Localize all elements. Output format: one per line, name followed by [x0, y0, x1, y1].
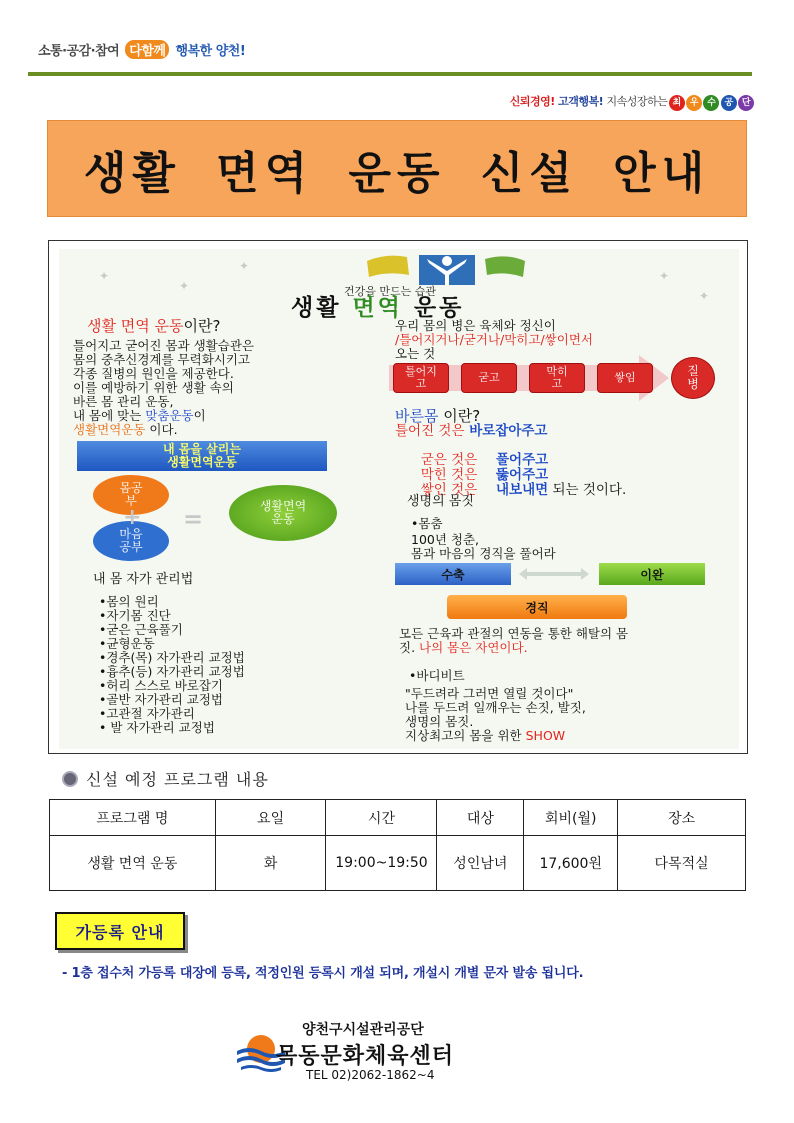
table-cell: 19:00~19:50	[326, 836, 437, 891]
bareunmom-b: 이란?	[438, 407, 481, 425]
fix-a: 쌓인 것은	[420, 482, 478, 498]
self-care-item: •경추(목) 자가관리 교정법	[99, 650, 245, 665]
bareunmom-heading	[395, 409, 480, 423]
title-banner	[47, 120, 747, 217]
result-pill: 생활면역 운동	[229, 485, 337, 541]
table-header-cell: 시간	[326, 800, 437, 836]
bullet-icon	[62, 771, 78, 787]
table-header-cell: 프로그램 명	[50, 800, 216, 836]
left-p6a: 내 몸에 맞는	[73, 408, 142, 423]
badge-char: 우	[686, 95, 702, 111]
table-cell: 다목적실	[618, 836, 746, 891]
table-cell: 화	[215, 836, 326, 891]
poster-title-a: 생활	[291, 295, 342, 321]
slogan-trust: 신뢰경영!	[509, 95, 555, 108]
stiffness-bar: 경직	[447, 595, 627, 619]
bodybeat-line	[405, 729, 565, 743]
motion-p2a: 짓.	[399, 640, 416, 655]
self-care-item: •고관절 자가관리	[99, 706, 195, 721]
equals-icon: =	[183, 505, 204, 533]
table-cell: 성인남녀	[437, 836, 524, 891]
badge-char: 수	[703, 95, 719, 111]
fix-a: 틀어진 것은	[395, 423, 465, 439]
health-figure-icon	[367, 251, 527, 285]
self-care-item: •자기몸 진단	[99, 608, 171, 623]
left-paragraph-line: 바른 몸 관리 운동,	[73, 394, 174, 409]
table-header-cell: 요일	[215, 800, 326, 836]
fix-b: 뚫어주고	[477, 467, 549, 483]
bodybeat-p4a: 지상최고의 몸을 위한	[405, 728, 526, 743]
left-paragraph-line	[73, 409, 206, 423]
poster-title-b: 면역	[352, 295, 403, 321]
header-divider	[28, 72, 752, 76]
poster-background	[59, 249, 739, 749]
left-p7a: 생활면역운동	[73, 422, 146, 437]
step-blocked: 막히 고	[529, 363, 585, 393]
immunity-banner	[77, 441, 327, 471]
slogan-badge: 다함께	[125, 40, 169, 59]
dance-line: 100년 청춘,	[411, 532, 480, 547]
slogan-part3: 양천!	[215, 44, 246, 59]
right-paragraph-line: 오는 것	[395, 346, 436, 361]
bodybeat-line: "두드려라 그러면 열릴 것이다"	[405, 686, 574, 701]
left-paragraph-line: 틀어지고 굳어진 몸과 생활습관은	[73, 338, 254, 353]
sparkle-icon: ✦	[179, 279, 190, 293]
left-paragraph-line: 이를 예방하기 위한 생활 속의	[73, 380, 234, 395]
step-twisted: 틀어지 고	[393, 363, 449, 393]
badge-char: 공	[721, 95, 737, 111]
left-p6c: 이	[193, 408, 206, 423]
sparkle-icon: ✦	[239, 259, 250, 273]
contract-bar: 수축	[395, 563, 511, 585]
pre-registration-label: 가등록 안내	[55, 912, 185, 950]
badge-char: 단	[738, 95, 754, 111]
left-heading-b: 이란?	[183, 317, 221, 335]
motion-p2b: 나의 몸은 자연이다.	[415, 640, 528, 655]
best-corp-badge	[671, 95, 754, 108]
left-p7b: 이다.	[145, 422, 178, 437]
slogan-customer: 고객행복!	[558, 95, 604, 108]
sparkle-icon: ✦	[99, 269, 110, 283]
bodybeat-line: 생명의 몸짓.	[405, 714, 474, 729]
immunity-banner-line2: 생활면역운동	[167, 455, 237, 469]
dance-line: 몸과 마음의 경직을 풀어라	[411, 546, 556, 561]
center-name: 목동문화체육센터	[276, 1044, 455, 1069]
fix-a: 막힌 것은	[420, 467, 478, 483]
self-care-item: • 발 자가관리 교정법	[99, 720, 215, 735]
left-paragraph-line: 몸의 중추신경계를 무력화시키고	[73, 352, 250, 367]
table-row	[50, 836, 746, 891]
self-care-heading: 내 몸 자가 관리법	[93, 572, 194, 587]
immunity-banner-line1: 내 몸을 살리는	[163, 442, 241, 456]
left-heading-a: 생활 면역 운동	[87, 317, 184, 335]
poster-title-c: 운동	[413, 295, 465, 321]
fix-c: 되는 것이다.	[548, 482, 627, 498]
fix-line	[395, 424, 547, 438]
management-slogan	[510, 93, 754, 111]
sparkle-icon: ✦	[659, 269, 670, 283]
dance-heading: •몸춤	[411, 516, 443, 531]
poster-kicker: 건강을 만드는 습관	[344, 285, 437, 298]
left-paragraph-line: 각종 질병의 원인을 제공한다.	[73, 366, 234, 381]
life-motion-heading: 생명의 몸짓	[407, 494, 474, 509]
disease-circle: 질 병	[671, 357, 715, 399]
program-section-title	[62, 767, 269, 790]
left-p6b: 맞춤운동	[145, 408, 194, 423]
fix-b: 풀어주고	[477, 452, 549, 468]
organization-name: 양천구시설관리공단	[302, 1022, 424, 1038]
slogan-part1: 소통·공감·참여	[38, 44, 120, 59]
self-care-item: •골반 자가관리 교정법	[99, 692, 223, 707]
sparkle-icon: ✦	[699, 289, 710, 303]
step-hardened: 굳고	[461, 363, 517, 393]
step-accumulated: 쌓임	[597, 363, 653, 393]
program-poster	[48, 240, 748, 754]
disease-progression	[389, 353, 721, 403]
program-section-label: 신설 예정 프로그램 내용	[86, 770, 269, 789]
badge-char: 최	[669, 95, 685, 111]
table-header-cell: 회비(월)	[524, 800, 618, 836]
relax-bar: 이완	[599, 563, 705, 585]
body-study-pill: 몸공 부	[93, 475, 169, 515]
page-title: 생활 면역 운동 신설 안내	[83, 147, 711, 199]
bodybeat-heading: •바디비트	[409, 668, 465, 683]
slogan-growth: 지속성장하는	[606, 95, 668, 108]
fix-b: 내보내면	[477, 482, 549, 498]
right-paragraph-line: 우리 몸의 병은 육체와 정신이	[395, 318, 556, 333]
pre-registration-note: - 1층 접수처 가등록 대장에 등록, 적정인원 등록시 개설 되며, 개설시 개별 문자 발송 됩니다.	[62, 966, 584, 981]
bodybeat-line: 나를 두드려 일깨우는 손짓, 발짓,	[405, 700, 586, 715]
left-paragraph-line	[73, 423, 178, 437]
table-header-cell: 대상	[437, 800, 524, 836]
motion-line	[399, 641, 528, 655]
fix-b: 바로잡아주고	[464, 423, 548, 439]
self-care-item: •몸의 원리	[99, 594, 159, 609]
self-care-item: •허리 스스로 바로잡기	[99, 678, 223, 693]
phone-number: TEL 02)2062-1862~4	[306, 1068, 435, 1082]
bodybeat-p4b: SHOW	[525, 728, 566, 743]
self-care-item: •흉추(등) 자가관리 교정법	[99, 664, 245, 679]
table-cell: 생활 면역 운동	[50, 836, 216, 891]
self-care-item: •굳은 근육풀기	[99, 622, 183, 637]
fix-a: 굳은 것은	[420, 452, 478, 468]
table-cell: 17,600원	[524, 836, 618, 891]
right-paragraph-line: /틀어지거나/굳거나/막히고/쌓이면서	[395, 332, 593, 347]
mind-study-pill: 마음 공부	[93, 521, 169, 561]
motion-line: 모든 근육과 관절의 연동을 통한 해탈의 몸	[399, 626, 629, 641]
bareunmom-a: 바른몸	[395, 407, 439, 425]
slogan-part2: 행복한	[175, 44, 212, 59]
left-heading	[87, 319, 220, 333]
self-care-list	[99, 595, 245, 735]
table-header-row	[50, 800, 746, 836]
double-arrow-icon	[519, 567, 589, 581]
header-slogan	[38, 40, 245, 59]
program-table	[49, 799, 746, 891]
plus-icon: +	[123, 505, 142, 530]
self-care-item: •균형운동	[99, 636, 155, 651]
table-header-cell: 장소	[618, 800, 746, 836]
